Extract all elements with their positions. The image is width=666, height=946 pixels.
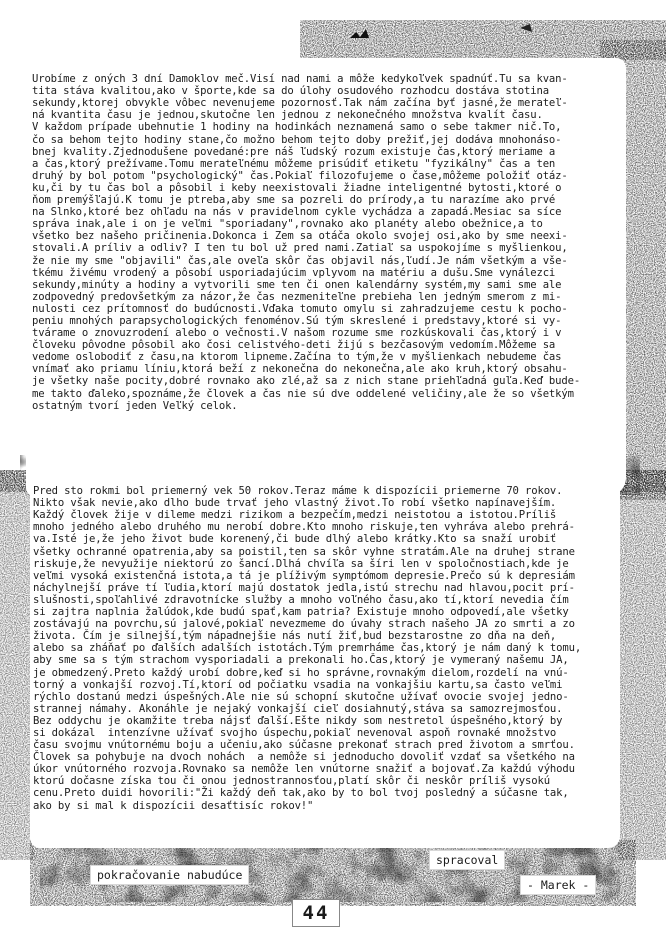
article-part-two-text: Pred sto rokmi bol priemerný vek 50 rokov.Teraz máme k dispozícii priemerne 70 rokov. Nikto však nevie,ako dlho bude trvať jeho vlastný život.To robí všetko napínavejším. Každý človek žije v dileme medzi rizikom a bezpečím,medzi neistotou a istotou.Príliš mnoho jedného alebo druhého mu nerobí dobre.Kto mnoho riskuje,ten vyhráva alebo prehrá- va.Isté je,že jeho život bude korenený,či bude dlhý alebo krátky.Kto sa snaží urobiť všetky ochranné opatrenia,aby sa poistil,ten sa skôr vyhne stratám.Ale na druhej strane riskuje,že nevyužije niektorú zo šancí.Dlhá chvíľa sa šíri len v spoločnostiach,kde je veľmi vysoká existenčná istota,a tá je plíživým symptómom depresie.Prečo sú k depresiám náchylnejší práve tí ľudia,ktorí majú dostatok jedla,istú strechu nad hlavou,pocit prí- slušnosti,spoľahlivé zdravotnícke služby a mnoho voľného času,ako tí,ktorí nevedia čím si zajtra naplnia žalúdok,kde budú spať,kam patria? Existuje mnoho odpovedí,ale všetky zostávajú na povrchu,sú jalové,pokiaľ nevezmeme do úvahy strach našeho JA zo smrti a zo života. Čím je silnejší,tým nápadnejšie nás nutí žiť,bud bezstarostne zo dňa na deň, alebo sa zháňať po ďalších adalších istotách.Tým premrháme čas,ktorý je nám daný k tomu, aby sme sa s tým strachom vysporiadali a prekonali ho.Čas,ktorý je vymeraný našemu JA, je obmedzený.Preto každý urobí dobre,keď si ho správne,rovnakým dielom,rozdelí na vnú- torný a vonkajší rozvoj.Tí,ktorí od počiatku vsadia na vonkajšiu kartu,sa často veľmi rýchlo dostanú medzi úspešných.Ale nie sú schopní skutočne užívať ovocie svojej jedno- strannej námahy. Akonáhle je nejaký vonkajší cieľ dosiahnutý,stáva sa samozrejmosťou. Bez oddychu je okamžite treba nájsť ďalší.Ešte nikdy som nestretol úspešného,ktorý by si dokázal intenzívne užívať svojho úspechu,pokiaľ nevenoval aspoň rovnaké množstvo času svojmu vnútornému boju a učeniu,ako súčasne prekonať strach pred životom a smrťou. Človek sa pohybuje na dvoch nohách a nemôže si jednoducho dovoliť vzdať sa všetkého na úkor vnútorného rozvoja.Rovnako sa nemôže len vnútorne snažiť a bojovať.Za každú výhodu ktorú dočasne získa tou či onou jednostrannosťou,platí skôr či neskôr príliš vysokú cenu.Preto duidi hovorili:"Ži každý deň tak,ako by to bol tvoj posledný a súčasne tak, ako by si mal k dispozícii desaťtisíc rokov!" xyxy=(33,485,582,812)
page-number: 44 xyxy=(292,899,340,927)
author-signature: - Marek - xyxy=(520,875,596,895)
continuation-note: pokračovanie nabudúce xyxy=(90,865,249,885)
processed-by-label: spracoval xyxy=(429,850,505,870)
article-part-one-text: Urobíme z oných 3 dní Damoklov meč.Visí nad nami a môže kedykoľvek spadnúť.Tu sa kvan- tita stáva kvalitou,ako v športe,kde sa do úlohy osudového rozhodcu dostáva stotina sekundy,ktorej obvykle vôbec nevenujeme pozornosť.Tak nám začína byť jasné,že merateľ- ná kvantita času je jednou,skutočne len jednou z nekonečného množstva kvalít času. V každom prípade ubehnutie 1 hodiny na hodinkách neznamená samo o sebe takmer nič.To, čo sa behom tejto hodiny stane,čo možno behom tejto doby prežiť,jej dodáva mnohonáso- bnej kvality.Zjednodušene povedané:pre náš ľudský rozum existuje čas,ktorý meriame a a čas,ktorý prežívame.Tomu merateľnému môžeme prisúdiť etiketu "fyzikálny" čas a ten druhý by bol potom "psychologický" čas.Pokiaľ filozofujeme o čase,môžeme položiť otáz- ku,či by tu čas bol a pôsobil i keby neexistovali žiadne inteligentné bytosti,ktoré o ňom premýšľajú.K tomu je ptreba,aby sme sa pozreli do prírody,a tu narazíme ako prvé na Slnko,ktoré bez ohľadu na nás v pravidelnom cykle vychádza a zapadá.Mesiac sa síce správa inak,ale i on je veľmi "sporiadany",rovnako ako planéty alebo obežnice,a to všetko bez našeho pričinenia.Dokonca i Zem sa otáča okolo svojej osi,ako by sme neexi- stovali.A príliv a odliv? I ten tu bol už pred nami.Zatiaľ sa uspokojíme s myšlienkou, že nie my sme "objavili" čas,ale oveľa skôr čas objavil nás,ľudí.Je nám všetkým a vše- tkému živému vrodený a pôsobí usporiadajúcim vplyvom na matériu a dušu.Sme vynálezci sekundy,minúty a hodiny a vytvorili sme ten či onen kalendárny systém,my sami sme ale zodpovedný predovšetkým za názor,že čas nezmeniteľne prebieha len jedným smerom z mi- nulosti cez prítomnosť do budúcnosti.Vďaka tomuto omylu si zahradzujeme cestu k pocho- peniu mnohých parapsychologických fenoménov.Sú tým skreslené i predstavy,ktoré si vy- tvárame o znovuzrodení alebo o večnosti.V našom rozume sme rozkúskovali čas,ktorý i v človeku pôvodne pôsobil ako čosi celistvého-deti žijú s bezčasovým vedomím.Môžeme sa vedome oslobodiť z času,na ktorom lipneme.Začína to tým,že v myšlienkach nebudeme čas vnímať ako priamu líniu,ktorá beží z nekonečna do nekonečna,ale ako kruh,ktorý obsahu- je všetky naše pocity,dobré rovnako ako zlé,až sa z nich stane priehľadná guľa.Keď bude- me takto ďaleko,spoznáme,že človek a čas nie sú dve oddelené veličiny,ale že so všetkým ostatným tvorí jeden Veľký celok. xyxy=(32,73,581,412)
